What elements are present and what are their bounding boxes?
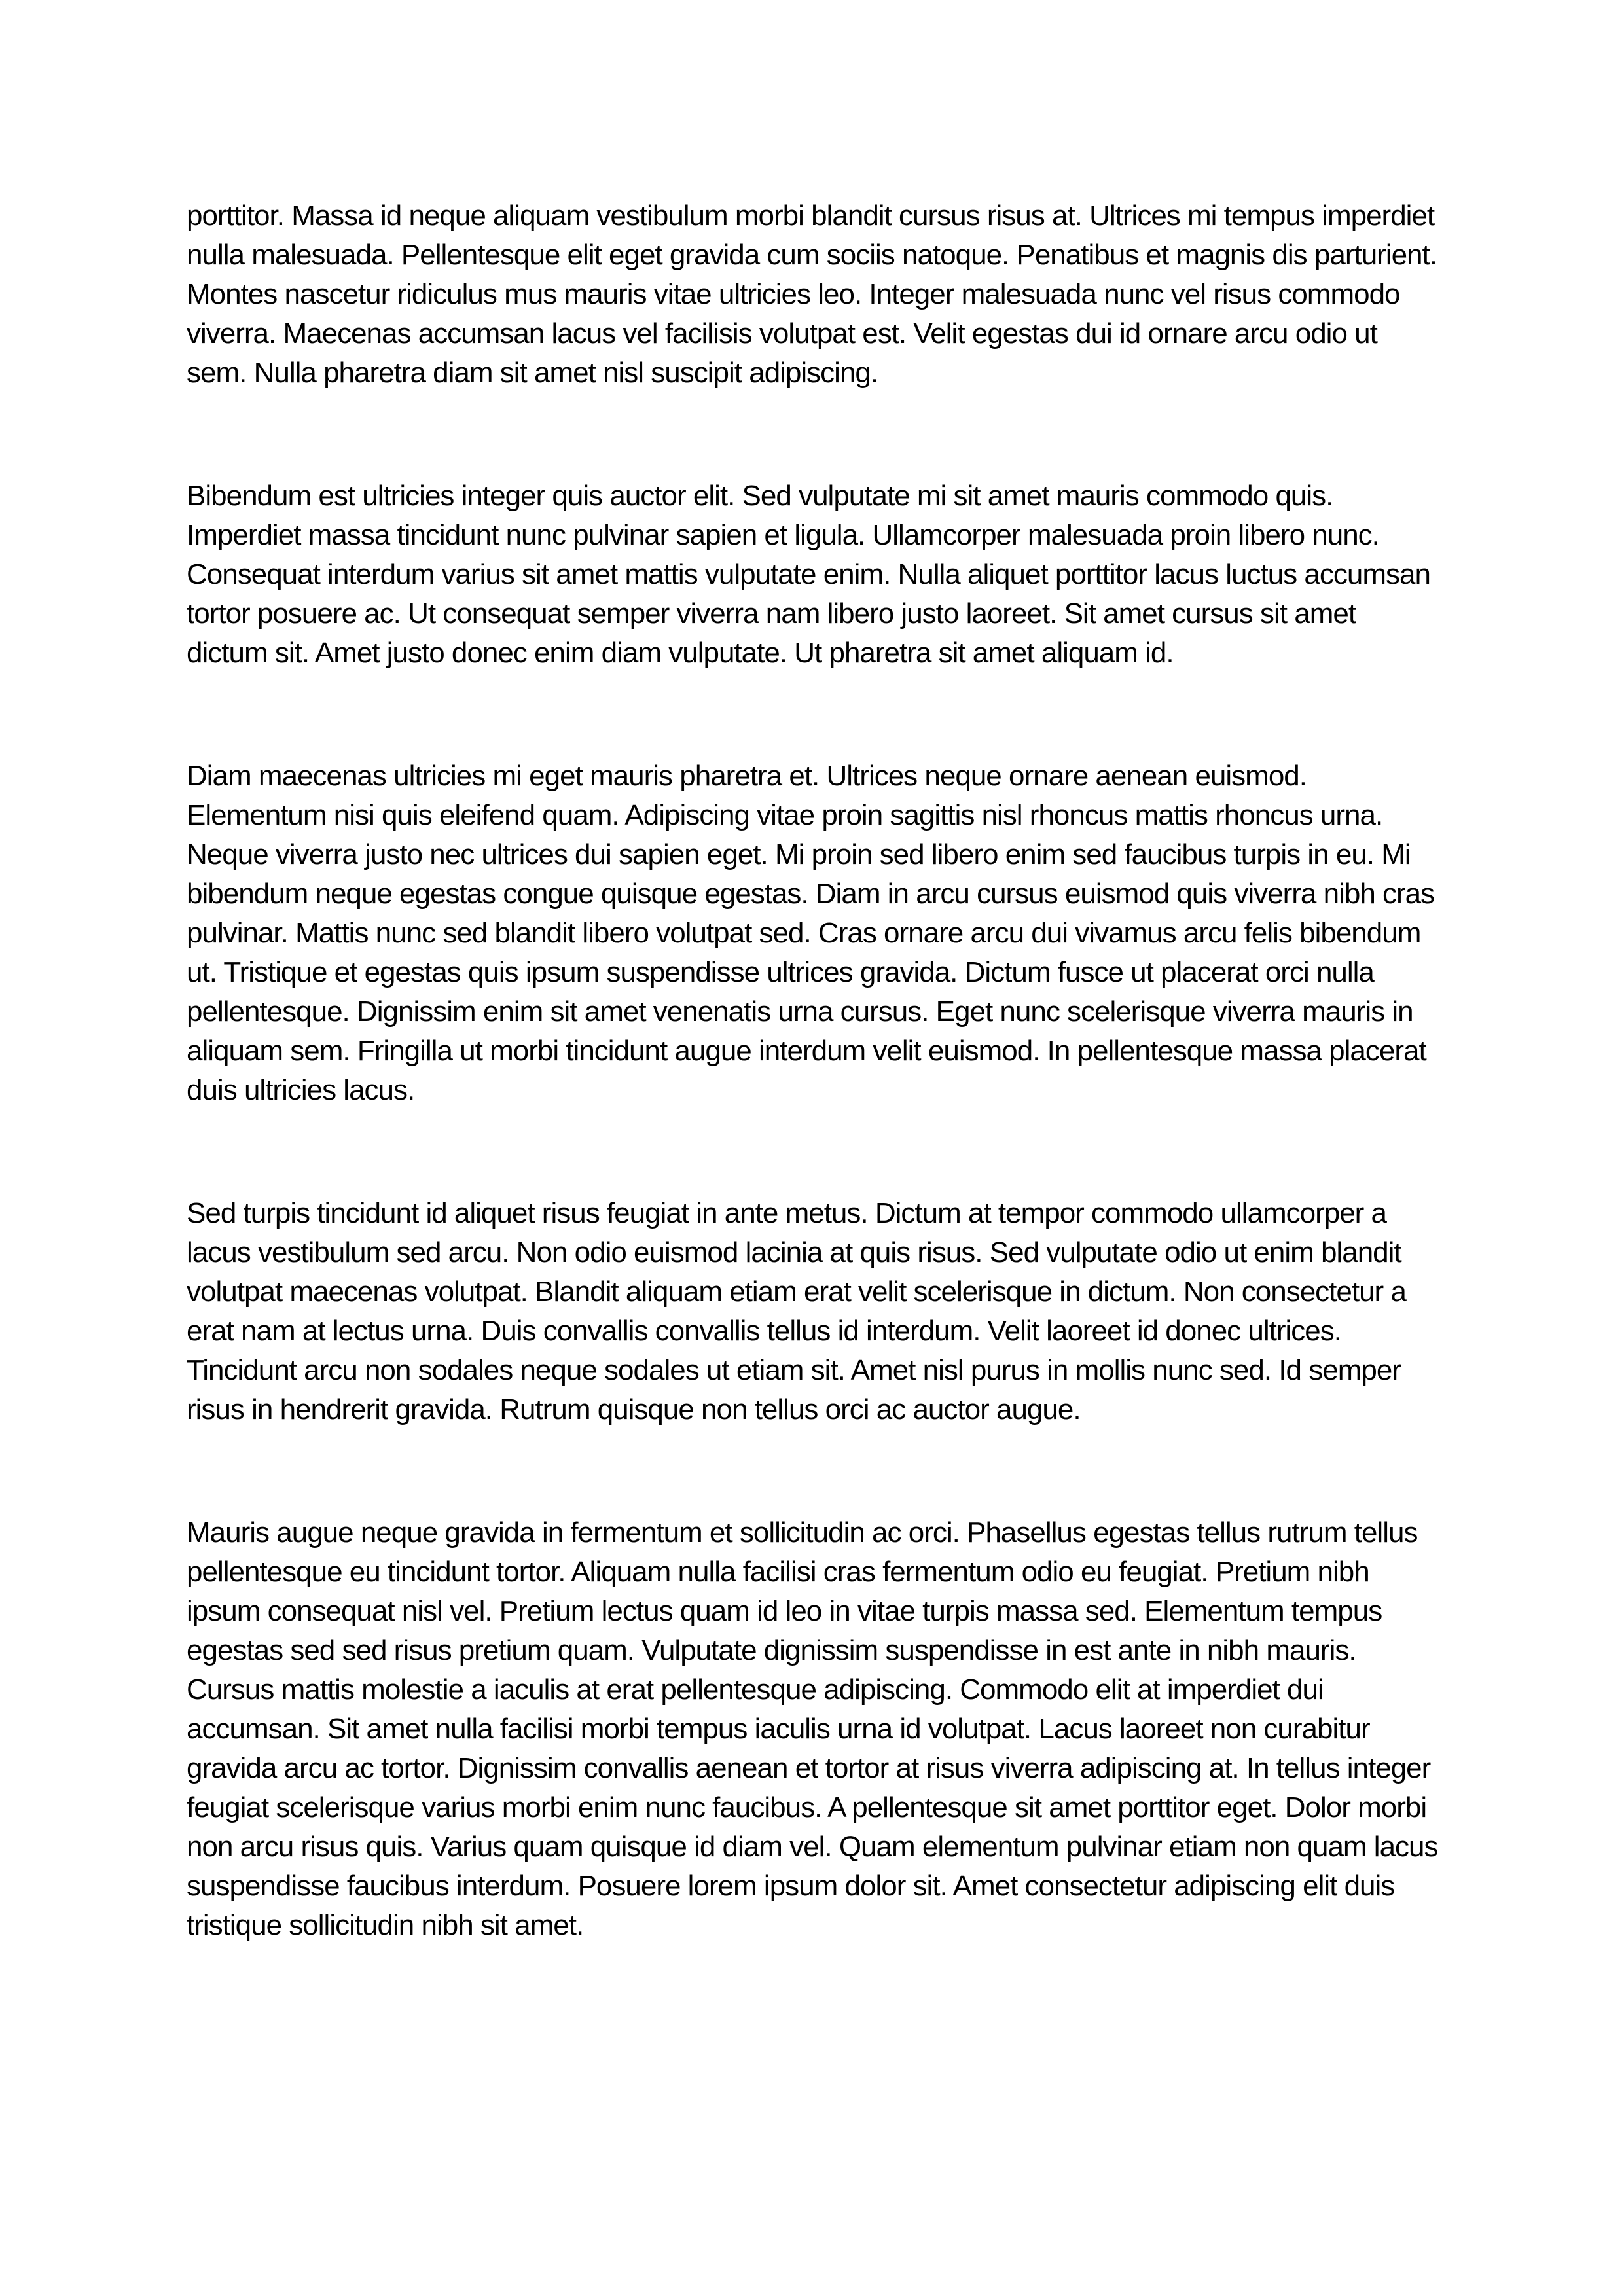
paragraph-5: Mauris augue neque gravida in fermentum et sollicitudin ac orci. Phasellus egestas tellus rutrum tellus pellentesque eu tincidunt tortor. Aliquam nulla facilisi cras fermentum odio eu feugiat. Pretium nibh ipsum consequat nisl vel. Pretium lectus quam id leo in vitae turpis massa sed. Elementum tempus egestas sed sed risus pretium quam. Vulputate dignissim suspendisse in est ante in nibh mauris. Cursus mattis molestie a iaculis at erat pellentesque adipiscing. Commodo elit at imperdiet dui accumsan. Sit amet nulla facilisi morbi tempus iaculis urna id volutpat. Lacus laoreet non curabitur gravida arcu ac tortor. Dignissim convallis aenean et tortor at risus viverra adipiscing at. In tellus integer feugiat scelerisque varius morbi enim nunc faucibus. A pellentesque sit amet porttitor eget. Dolor morbi non arcu risus quis. Varius quam quisque id diam vel. Quam elementum pulvinar etiam non quam lacus suspendisse faucibus interdum. Posuere lorem ipsum dolor sit. Amet consectetur adipiscing elit duis tristique sollicitudin nibh sit amet. (187, 1516, 1438, 1941)
paragraph-3: Diam maecenas ultricies mi eget mauris pharetra et. Ultrices neque ornare aenean euismod. Elementum nisi quis eleifend quam. Adipiscing vitae proin sagittis nisl rhoncus mattis rhoncus urna. Neque viverra justo nec ultrices dui sapien eget. Mi proin sed libero enim sed faucibus turpis in eu. Mi bibendum neque egestas congue quisque egestas. Diam in arcu cursus euismod quis viverra nibh cras pulvinar. Mattis nunc sed blandit libero volutpat sed. Cras ornare arcu dui vivamus arcu felis bibendum ut. Tristique et egestas quis ipsum suspendisse ultrices gravida. Dictum fusce ut placerat orci nulla pellentesque. Dignissim enim sit amet venenatis urna cursus. Eget nunc scelerisque viverra mauris in aliquam sem. Fringilla ut morbi tincidunt augue interdum velit euismod. In pellentesque massa placerat duis ultricies lacus. (187, 760, 1435, 1106)
paragraph-2: Bibendum est ultricies integer quis auctor elit. Sed vulputate mi sit amet mauris commodo quis. Imperdiet massa tincidunt nunc pulvinar sapien et ligula. Ullamcorper malesuada proin libero nunc. Consequat interdum varius sit amet mattis vulputate enim. Nulla aliquet porttitor lacus luctus accumsan tortor posuere ac. Ut consequat semper viverra nam libero justo laoreet. Sit amet cursus sit amet dictum sit. Amet justo donec enim diam vulputate. Ut pharetra sit amet aliquam id. (187, 480, 1430, 669)
document-body (187, 196, 1441, 1945)
paragraph-4: Sed turpis tincidunt id aliquet risus feugiat in ante metus. Dictum at tempor commodo ullamcorper a lacus vestibulum sed arcu. Non odio euismod lacinia at quis risus. Sed vulputate odio ut enim blandit volutpat maecenas volutpat. Blandit aliquam etiam erat velit scelerisque in dictum. Non consectetur a erat nam at lectus urna. Duis convallis convallis tellus id interdum. Velit laoreet id donec ultrices. Tincidunt arcu non sodales neque sodales ut etiam sit. Amet nisl purus in mollis nunc sed. Id semper risus in hendrerit gravida. Rutrum quisque non tellus orci ac auctor augue. (187, 1197, 1406, 1426)
paragraph-1: porttitor. Massa id neque aliquam vestibulum morbi blandit cursus risus at. Ultrices mi tempus imperdiet nulla malesuada. Pellentesque elit eget gravida cum sociis natoque. Penatibus et magnis dis parturient. Montes nascetur ridiculus mus mauris vitae ultricies leo. Integer malesuada nunc vel risus commodo viverra. Maecenas accumsan lacus vel facilisis volutpat est. Velit egestas dui id ornare arcu odio ut sem. Nulla pharetra diam sit amet nisl suscipit adipiscing. (187, 200, 1437, 389)
